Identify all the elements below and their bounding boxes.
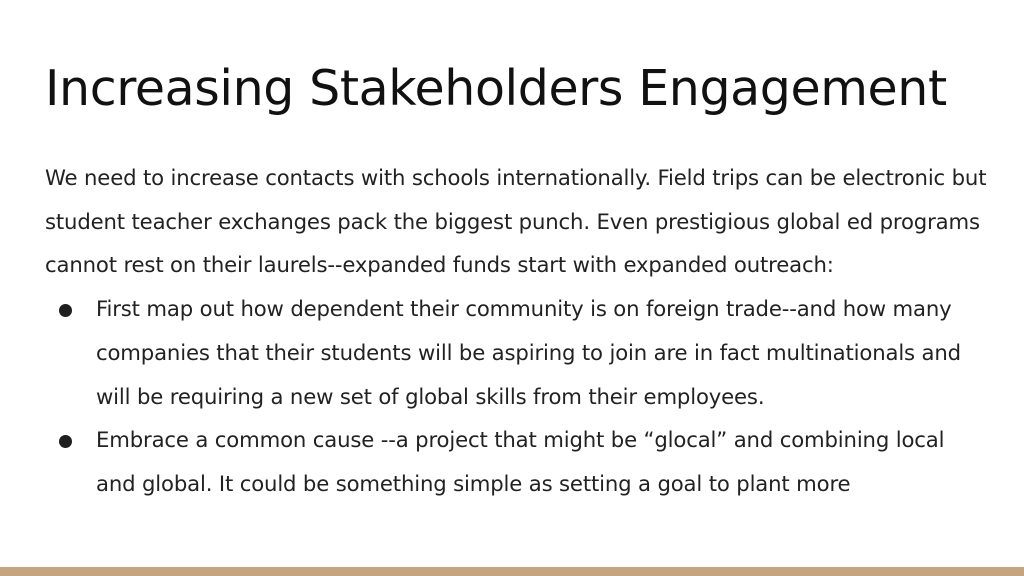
slide-title: Increasing Stakeholders Engagement	[45, 60, 947, 117]
slide-body	[45, 156, 995, 506]
intro-paragraph: We need to increase contacts with schools internationally. Field trips can be electronic but student teacher exchanges pack the biggest punch. Even prestigious global ed programs cannot rest on their laurels--expanded funds start with expanded outreach:	[45, 165, 987, 278]
bullet-dot-icon	[59, 304, 72, 317]
bullet-text: Embrace a common cause --a project that might be “glocal” and combining local and global. It could be something simple as setting a goal to plant more	[96, 427, 945, 496]
bullet-text: First map out how dependent their community is on foreign trade--and how many companies that their students will be aspiring to join are in fact multinationals and will be requiring a new set of global skills from their employees.	[96, 296, 961, 409]
bullet-list	[45, 287, 995, 506]
footer-accent-bar	[0, 567, 1024, 576]
bullet-item	[45, 418, 981, 505]
bullet-item	[45, 287, 981, 418]
bullet-dot-icon	[59, 435, 72, 448]
